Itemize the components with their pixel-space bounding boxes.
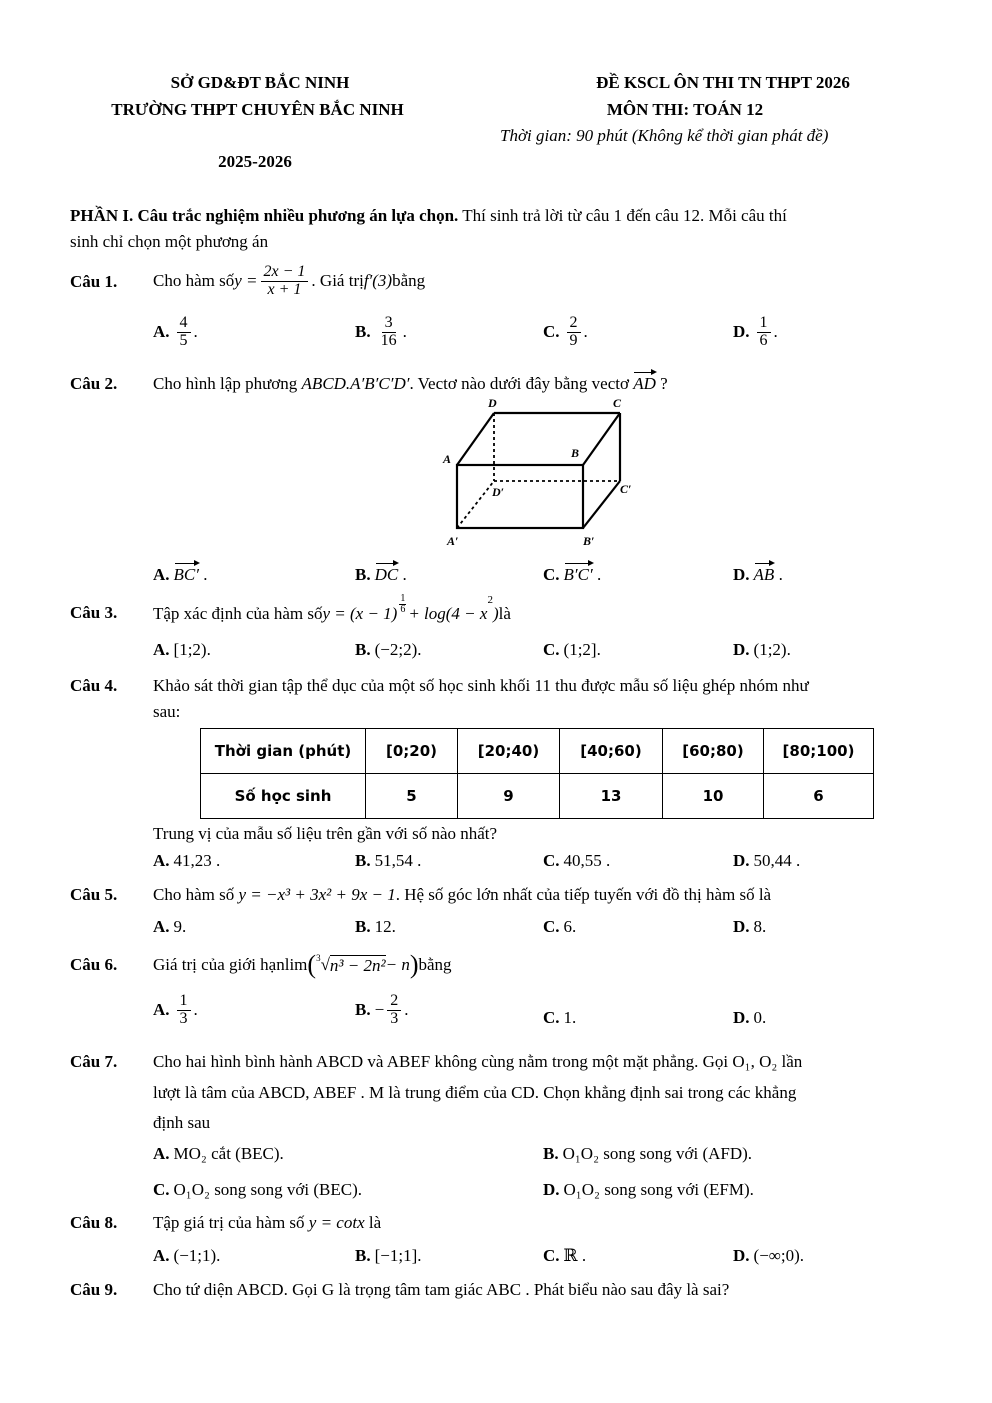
table-cell: Thời gian (phút) — [201, 729, 366, 774]
q9-label: Câu 9. — [70, 1280, 118, 1299]
q2-option-a[interactable]: A. BC′ . — [153, 561, 207, 585]
q7-option-d[interactable]: D. O₁O₂ song song với (EFM). — [543, 1180, 754, 1199]
cube-figure — [430, 395, 650, 555]
q4-option-d[interactable]: D. 50,44 . — [733, 851, 801, 870]
q5-option-b[interactable]: B. 12. — [355, 917, 396, 936]
q7-option-a[interactable]: A. MO₂ cắt (BEC). — [153, 1144, 284, 1163]
frequency-table — [200, 728, 874, 819]
q6-option-a[interactable]: A. $\frac{1}{3}$ . — [153, 992, 198, 1027]
cube-label-d: D — [488, 396, 497, 410]
q4-stem-line2: sau: — [153, 702, 181, 721]
table-cell: [0;20) — [366, 729, 458, 774]
school-name: TRƯỜNG THPT CHUYÊN BẮC NINH — [111, 100, 404, 119]
q2-option-d[interactable]: D. AB . — [733, 561, 783, 585]
q6-option-c[interactable]: C. 1. — [543, 1008, 577, 1027]
table-cell: [40;60) — [560, 729, 663, 774]
q7-stem-line1: Cho hai hình bình hành ABCD và ABEF không cùng nằm trong một mặt phẳng. Gọi O₁, O₂ lần — [153, 1052, 803, 1071]
q1-option-b[interactable]: B. $\frac{3}{16}$ . — [355, 314, 407, 349]
q3-option-a[interactable]: A. [1;2). — [153, 640, 211, 659]
q5-option-c[interactable]: C. 6. — [543, 917, 577, 936]
q2-option-c[interactable]: C. B′C′ . — [543, 561, 601, 585]
exam-time: Thời gian: 90 phút (Không kể thời gian phát đề) — [500, 126, 829, 145]
table-cell: [80;100) — [764, 729, 874, 774]
q9-stem: Cho tứ diện ABCD. Gọi G là trọng tâm tam giác ABC . Phát biểu nào sau đây là sai? — [153, 1280, 730, 1299]
q5-stem: Cho hàm số y = −x³ + 3x² + 9x − 1. Hệ số góc lớn nhất của tiếp tuyến với đồ thị hàm số là — [153, 885, 772, 904]
q1-option-a[interactable]: A. $\frac{4}{5}$ . — [153, 314, 198, 349]
table-cell: [60;80) — [663, 729, 764, 774]
q1-stem: Cho hàm số y = $\frac{2x - 1}{x + 1}$ . Giá trị f′(3) bằng — [153, 262, 426, 298]
q8-option-c[interactable]: C. ℝ . — [543, 1246, 587, 1265]
q4-option-b[interactable]: B. 51,54 . — [355, 851, 422, 870]
q1-label: Câu 1. — [70, 272, 118, 291]
dept-name: SỞ GD&ĐT BẮC NINH — [170, 73, 350, 92]
q4-stem-line1: Khảo sát thời gian tập thể dục của một số học sinh khối 11 thu được mẫu số liệu ghép nhóm như — [153, 676, 809, 695]
q6-option-b[interactable]: B. − $\frac{2}{3}$ . — [355, 992, 409, 1027]
exam-subject: MÔN THI: TOÁN 12 — [606, 100, 764, 119]
q4-label: Câu 4. — [70, 676, 118, 695]
q8-stem: Tập giá trị của hàm số y = cotx là — [153, 1213, 382, 1232]
cube-label-d-prime: D′ — [492, 485, 505, 499]
q4-option-c[interactable]: C. 40,55 . — [543, 851, 611, 870]
q2-label: Câu 2. — [70, 374, 118, 393]
q4-question: Trung vị của mẫu số liệu trên gần với số nào nhất? — [153, 824, 498, 843]
q3-label: Câu 3. — [70, 603, 118, 622]
q7-stem-line3: định sau — [153, 1113, 211, 1132]
cube-label-a-prime: A′ — [447, 534, 459, 548]
cube-label-b: B — [571, 446, 580, 460]
q6-option-d[interactable]: D. 0. — [733, 1008, 767, 1027]
q6-stem: Giá trị của giới hạn lim ( 3 √ n³ − 2n² − n ) bằng — [153, 950, 452, 979]
q8-option-d[interactable]: D. (−∞;0). — [733, 1246, 805, 1265]
q7-stem-line2: lượt là tâm của ABCD, ABEF . M là trung điểm của CD. Chọn khẳng định sai trong các khẳng — [153, 1083, 797, 1102]
table-cell: 5 — [366, 774, 458, 819]
q2-stem: Cho hình lập phương ABCD.A′B′C′D′. Vectơ nào dưới đây bằng vectơ AD ? — [153, 370, 668, 394]
table-cell: 10 — [663, 774, 764, 819]
table-cell: 6 — [764, 774, 874, 819]
q5-label: Câu 5. — [70, 885, 118, 904]
cube-label-b-prime: B′ — [583, 534, 595, 548]
q3-stem: Tập xác định của hàm số y = (x − 1) 1 6 + log(4 − x $^2$ ) là — [153, 593, 511, 623]
q1-option-c[interactable]: C. $\frac{2}{9}$ . — [543, 314, 588, 349]
table-cell: Số học sinh — [201, 774, 366, 819]
q2-option-b[interactable]: B. DC . — [355, 561, 407, 585]
q7-label: Câu 7. — [70, 1052, 118, 1071]
school-year: 2025-2026 — [218, 152, 292, 171]
q5-option-a[interactable]: A. 9. — [153, 917, 187, 936]
q3-option-b[interactable]: B. (−2;2). — [355, 640, 422, 659]
q5-option-d[interactable]: D. 8. — [733, 917, 767, 936]
table-row — [201, 729, 874, 774]
q3-option-d[interactable]: D. (1;2). — [733, 640, 791, 659]
exam-title: ĐỀ KSCL ÔN THI TN THPT 2026 — [596, 73, 850, 92]
q7-option-b[interactable]: B. O₁O₂ song song với (AFD). — [543, 1144, 753, 1163]
cube-label-c-prime: C′ — [620, 482, 632, 496]
table-cell: 13 — [560, 774, 663, 819]
q4-option-a[interactable]: A. 41,23 . — [153, 851, 221, 870]
part1-instructions-line2: sinh chỉ chọn một phương án — [70, 232, 269, 251]
part1-instructions: PHẦN I. Câu trắc nghiệm nhiều phương án lựa chọn. Thí sinh trả lời từ câu 1 đến câu 12. Mỗi câu thí — [70, 206, 787, 225]
table-row — [201, 774, 874, 819]
cube-label-c: C — [613, 396, 622, 410]
q8-option-a[interactable]: A. (−1;1). — [153, 1246, 221, 1265]
q7-option-c[interactable]: C. O₁O₂ song song với (BEC). — [153, 1180, 363, 1199]
table-cell: 9 — [458, 774, 560, 819]
q6-label: Câu 6. — [70, 955, 118, 974]
table-cell: [20;40) — [458, 729, 560, 774]
q3-option-c[interactable]: C. (1;2]. — [543, 640, 601, 659]
q8-label: Câu 8. — [70, 1213, 118, 1232]
q1-option-d[interactable]: D. $\frac{1}{6}$ . — [733, 314, 778, 349]
q8-option-b[interactable]: B. [−1;1]. — [355, 1246, 422, 1265]
cube-label-a: A — [443, 452, 452, 466]
